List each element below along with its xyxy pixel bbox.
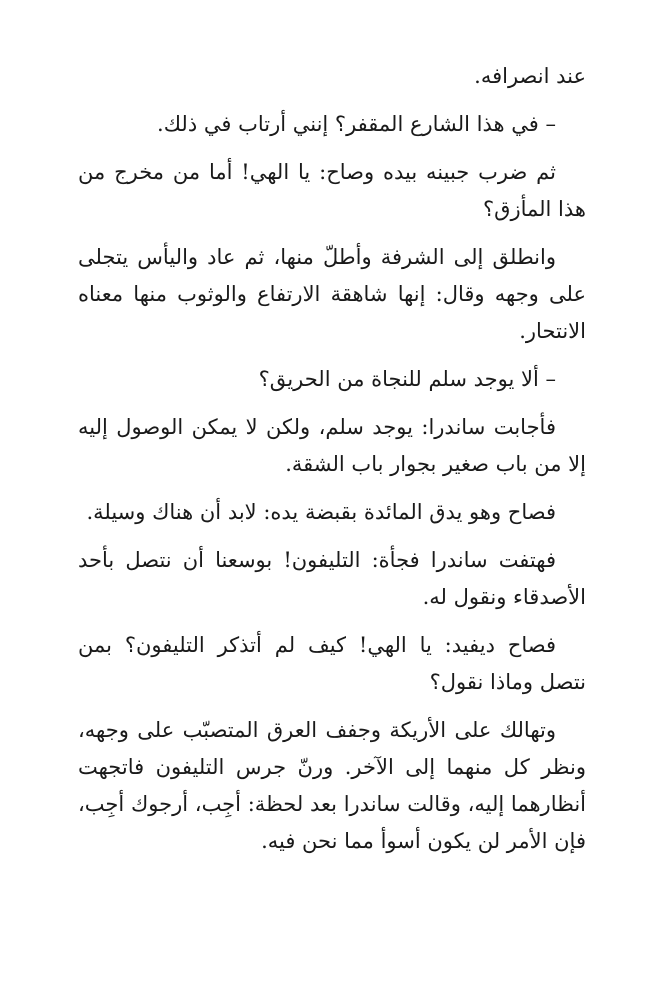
paragraph-6: فأجابت ساندرا: يوجد سلم، ولكن لا يمكن الوصول إليه إلا من باب صغير بجوار باب الشقة.	[78, 415, 586, 476]
paragraph-10: وتهالك على الأريكة وجفف العرق المتصبّب على وجهه، ونظر كل منهما إلى الآخر. ورنّ جرس التليفون فاتجهت أنظارهما إليه، وقالت ساندرا بعد لحظة: أجِب، أرجوك أجِب، فإن الأمر لن يكون أسوأ مما نحن فيه.	[78, 718, 586, 853]
paragraph-2: – في هذا الشارع المقفر؟ إنني أرتاب في ذلك.	[157, 112, 556, 136]
book-page	[78, 58, 586, 871]
paragraph-4: وانطلق إلى الشرفة وأطلّ منها، ثم عاد واليأس يتجلى على وجهه وقال: إنها شاهقة الارتفاع والوثوب منها معناه الانتحار.	[78, 245, 586, 343]
paragraph-9: فصاح ديفيد: يا الهي! كيف لم أتذكر التليفون؟ بمن نتصل وماذا نقول؟	[78, 633, 586, 694]
paragraph-7: فصاح وهو يدق المائدة بقبضة يده: لابد أن هناك وسيلة.	[86, 500, 556, 524]
paragraph-1: عند انصرافه.	[474, 64, 586, 88]
paragraph-3: ثم ضرب جبينه بيده وصاح: يا الهي! أما من مخرج من هذا المأزق؟	[78, 160, 586, 221]
paragraph-5: – ألا يوجد سلم للنجاة من الحريق؟	[258, 367, 556, 391]
paragraph-8: فهتفت ساندرا فجأة: التليفون! بوسعنا أن نتصل بأحد الأصدقاء ونقول له.	[78, 548, 586, 609]
